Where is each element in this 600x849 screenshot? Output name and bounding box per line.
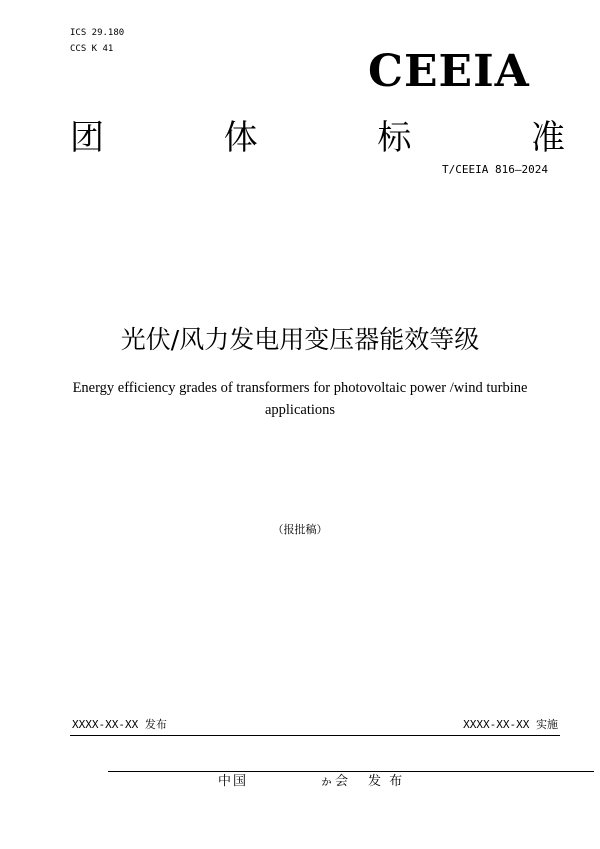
draft-status: （报批稿） (272, 523, 328, 536)
issuer-part-1: 中国 (218, 774, 249, 789)
standard-type-heading (70, 113, 565, 163)
issuer-part-3: 发 布 (368, 774, 405, 789)
publish-date: XXXX-XX-XX 发布 (72, 718, 167, 731)
standard-type-char-4: 准 (530, 118, 565, 158)
issuer-line (218, 772, 404, 792)
document-title-english: Energy efficiency grades of transformers for photovoltaic power /wind turbine applications (72, 380, 528, 418)
standard-type-char-1: 团 (70, 118, 104, 158)
divider-top (70, 735, 560, 736)
standard-type-char-3: 标 (377, 118, 412, 158)
ics-code: ICS 29.180 (70, 28, 125, 38)
standard-type-char-2: 体 (223, 118, 258, 158)
implement-date: XXXX-XX-XX 实施 (463, 718, 558, 731)
divider-bottom (108, 771, 594, 772)
ccs-code: CCS K 41 (70, 44, 114, 54)
issuer-part-2: ゕ会 (320, 774, 351, 789)
standard-code: T/CEEIA 816—2024 (442, 163, 548, 176)
brand-logo-text: CEEIA (368, 46, 530, 97)
document-title-chinese: 光伏/风力发电用变压器能效等级 (120, 325, 480, 354)
